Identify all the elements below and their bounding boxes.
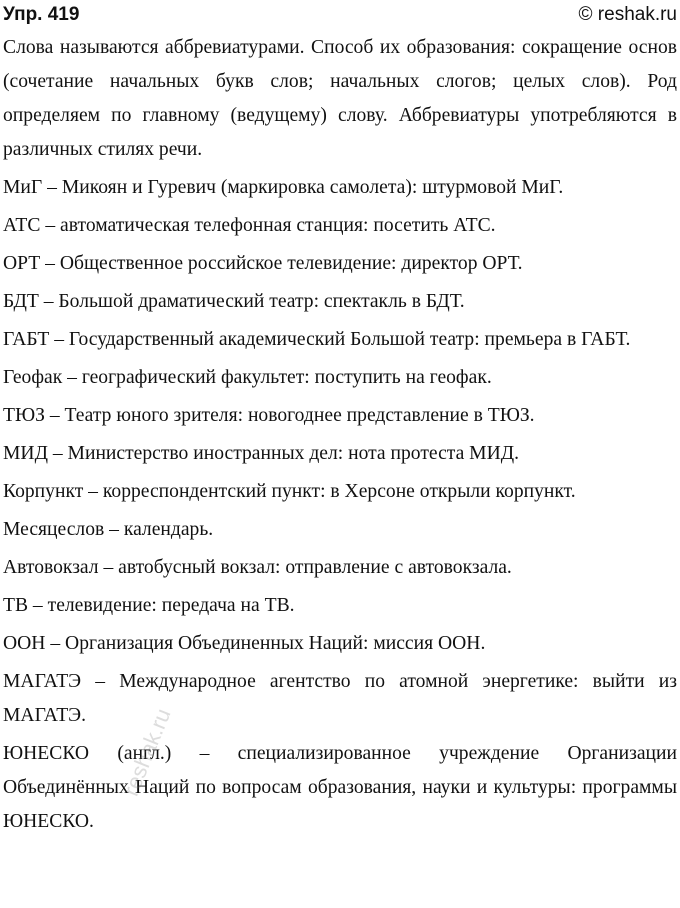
- document-body: [3, 31, 677, 843]
- list-item: МАГАТЭ – Международное агентство по атомной энергетике: выйти из МАГАТЭ.: [3, 671, 677, 726]
- list-item: МИД – Министерство иностранных дел: нота протеста МИД.: [3, 443, 520, 464]
- list-item: ООН – Организация Объединенных Наций: миссия ООН.: [3, 633, 486, 654]
- list-item: ГАБТ – Государственный академический Большой театр: премьера в ГАБТ.: [3, 329, 631, 350]
- list-item: ТЮЗ – Театр юного зрителя: новогоднее представление в ТЮЗ.: [3, 405, 535, 426]
- list-item: Корпункт – корреспондентский пункт: в Херсоне открыли корпункт.: [3, 481, 576, 502]
- list-item: БДТ – Большой драматический театр: спектакль в БДТ.: [3, 291, 465, 312]
- list-item: Геофак – географический факультет: поступить на геофак.: [3, 367, 492, 388]
- exercise-title: Упр. 419: [3, 4, 80, 25]
- list-item: МиГ – Микоян и Гуревич (маркировка самолета): штурмовой МиГ.: [3, 177, 564, 198]
- list-item: АТС – автоматическая телефонная станция: посетить АТС.: [3, 215, 496, 236]
- list-item: Автовокзал – автобусный вокзал: отправление с автовокзала.: [3, 557, 512, 578]
- list-item: ЮНЕСКО (англ.) – специализированное учреждение Организации Объединённых Наций по вопросам образования, науки и культуры: программы ЮНЕСКО.: [3, 743, 677, 832]
- watermark: reshak.ru: [118, 704, 176, 800]
- header: [3, 0, 677, 30]
- copyright: © reshak.ru: [578, 4, 677, 25]
- list-item: ТВ – телевидение: передача на ТВ.: [3, 595, 295, 616]
- list-item: ОРТ – Общественное российское телевидение: директор ОРТ.: [3, 253, 523, 274]
- list-item: Месяцеслов – календарь.: [3, 519, 214, 540]
- intro-paragraph: Слова называются аббревиатурами. Способ их образования: сокращение основ (сочетание начальных букв слов; начальных слогов; целых слов). Род определяем по главному (ведущему) слову. Аббревиатуры употребляются в различных стилях речи.: [3, 37, 677, 160]
